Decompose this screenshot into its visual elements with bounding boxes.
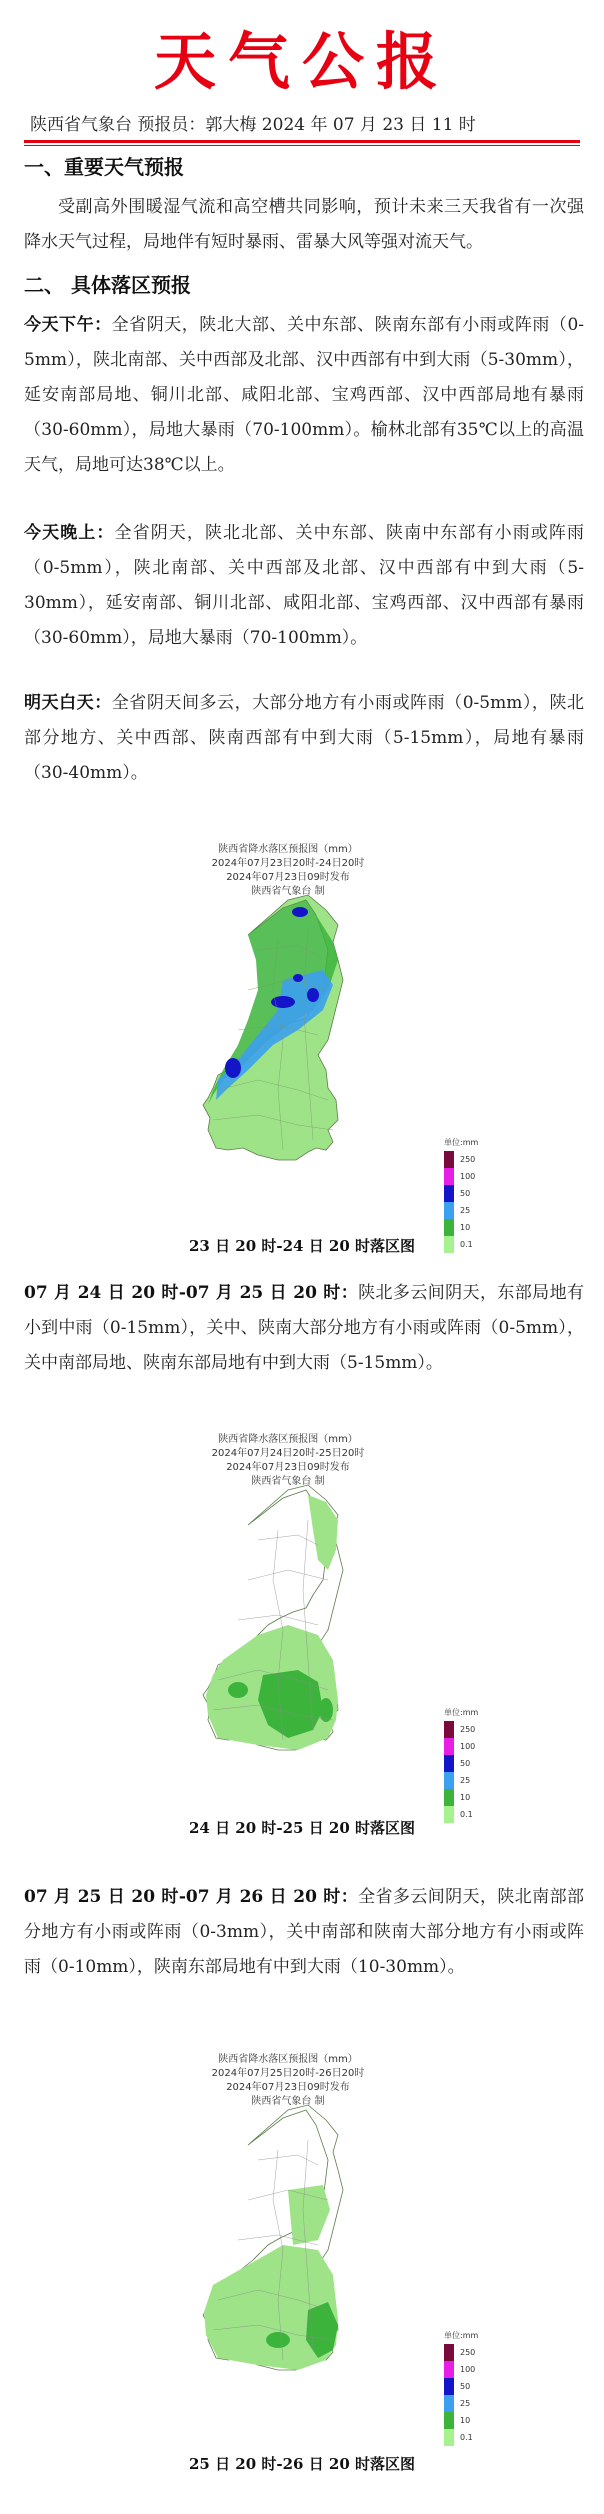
legend2-label-100: 100: [460, 1742, 476, 1751]
map3-title-2: 2024年07月25日20时-26日20时: [211, 2068, 365, 2079]
legend2-label-10: 10: [460, 1793, 471, 1802]
map1-zone-darkblue-4: [225, 1058, 241, 1078]
map1-legend-svg: [440, 1135, 500, 1285]
legend2-swatch-250: [444, 1721, 454, 1738]
legend1-label-25: 25: [460, 1206, 471, 1215]
section-1-text: 受副高外围暖湿气流和高空槽共同影响，预计未来三天我省有一次强降水天气过程，局地伴有短时暴雨、雷暴大风等强对流天气。: [24, 197, 584, 252]
legend3-swatch-25: [444, 2395, 454, 2412]
bulletin-title: 天气公报: [153, 25, 450, 98]
map1-title-1: 陕西省降水落区预报图（mm）: [218, 844, 358, 855]
tomorrow-text: 全省阴天间多云，大部分地方有小雨或阵雨（0-5mm），陕北部分地方、关中西部、陕南西部有中到大雨（5-15mm），局地有暴雨（30-40mm）。: [24, 693, 585, 783]
period3-label: 07 月 25 日 20 时-07 月 26 日 20 时：: [24, 1887, 359, 1907]
legend3-swatch-250: [444, 2344, 454, 2361]
legend3-title: 单位:mm: [444, 2331, 479, 2340]
map3-caption: 25 日 20 时-26 日 20 时落区图: [188, 2455, 416, 2473]
precip-map-1: [188, 830, 471, 1232]
legend3-swatch-100: [444, 2361, 454, 2378]
legend1-swatch-250: [444, 1151, 454, 1168]
map2-title-3: 2024年07月23日09时发布: [226, 1462, 350, 1473]
tomorrow-forecast: [24, 686, 584, 791]
precip-map-1-svg: [188, 830, 471, 1232]
legend1-swatch-25: [444, 1202, 454, 1219]
legend2-label-25: 25: [460, 1776, 471, 1785]
legend2-label-250: 250: [460, 1725, 476, 1734]
section-heading-2: 二、 具体落区预报: [24, 273, 191, 297]
legend3-label-25: 25: [460, 2399, 471, 2408]
precip-map-2-svg: [188, 1420, 471, 1820]
legend2-swatch-50: [444, 1755, 454, 1772]
afternoon-text: 全省阴天，陕北大部、关中东部、陕南东部有小雨或阵雨（0-5mm），陕北南部、关中西部及北部、汉中西部有中到大雨（5-30mm），延安南部局地、铜川北部、咸阳北部、宝鸡西部、汉中西部局地有暴雨（30-60mm），局地大暴雨（70-100mm）。榆林北部有35℃以上的高温天气，局地可达38℃以上。: [24, 315, 585, 475]
legend1-label-50: 50: [460, 1189, 471, 1198]
map3-title-4: 陕西省气象台 制: [251, 2096, 325, 2107]
title-rule-thin: [24, 145, 580, 146]
bulletin-info: 陕西省气象台 预报员：郭大梅 2024 年 07 月 23 日 11 时: [30, 115, 476, 135]
legend3-swatch-10: [444, 2412, 454, 2429]
legend1-label-100: 100: [460, 1172, 476, 1181]
map1-zone-darkblue-5: [293, 974, 303, 982]
legend3-swatch-50: [444, 2378, 454, 2395]
map3-title-1: 陕西省降水落区预报图（mm）: [218, 2054, 358, 2065]
map1-caption: 23 日 20 时-24 日 20 时落区图: [188, 1237, 416, 1255]
map3-zone-green-2: [266, 2332, 290, 2348]
legend3-label-0.1: 0.1: [460, 2433, 473, 2442]
period3-text: 全省多云间阴天，陕北南部部分地方有小雨或阵雨（0-3mm），关中南部和陕南大部分地方有小雨或阵雨（0-10mm），陕南东部局地有中到大雨（10-30mm）。: [24, 1887, 584, 1977]
legend1-label-10: 10: [460, 1223, 471, 1232]
legend1-label-250: 250: [460, 1155, 476, 1164]
period2-label: 07 月 24 日 20 时-07 月 25 日 20 时：: [24, 1283, 359, 1303]
legend2-label-50: 50: [460, 1759, 471, 1768]
map1-title-3: 2024年07月23日09时发布: [226, 872, 350, 883]
legend2-swatch-100: [444, 1738, 454, 1755]
tomorrow-label: 明天白天：: [24, 693, 112, 713]
period3-forecast: [24, 1880, 584, 1985]
map1-zone-darkblue-1: [292, 907, 308, 917]
legend2-label-0.1: 0.1: [460, 1810, 473, 1819]
map1-title-2: 2024年07月23日20时-24日20时: [211, 858, 365, 869]
map2-title-1: 陕西省降水落区预报图（mm）: [218, 1434, 358, 1445]
legend3-label-100: 100: [460, 2365, 476, 2374]
map2-caption: 24 日 20 时-25 日 20 时落区图: [188, 1819, 416, 1837]
legend3-label-50: 50: [460, 2382, 471, 2391]
map1-zone-darkblue-3: [307, 988, 319, 1002]
legend2-swatch-25: [444, 1772, 454, 1789]
map1-legend: [440, 1135, 500, 1285]
legend3-label-10: 10: [460, 2416, 471, 2425]
section-heading-1: 一、重要天气预报: [24, 155, 184, 179]
legend1-title: 单位:mm: [444, 1138, 479, 1147]
map2-title-2: 2024年07月24日20时-25日20时: [211, 1448, 365, 1459]
legend3-swatch-0.1: [444, 2429, 454, 2446]
evening-label: 今天晚上：: [24, 523, 115, 543]
title-rule: [24, 140, 580, 143]
precip-map-2: [188, 1420, 471, 1820]
map1-title-4: 陕西省气象台 制: [251, 886, 325, 897]
period2-text: 陕北多云间阴天，东部局地有小到中雨（0-15mm），关中、陕南大部分地方有小雨或阵雨（0-5mm），关中南部局地、陕南东部局地有中到大雨（5-15mm）。: [24, 1283, 584, 1373]
legend3-label-250: 250: [460, 2348, 476, 2357]
legend1-swatch-50: [444, 1185, 454, 1202]
evening-text: 全省阴天，陕北北部、关中东部、陕南中东部有小雨或阵雨（0-5mm），陕北南部、关中西部及北部、汉中西部有中到大雨（5-30mm），延安南部、铜川北部、咸阳北部、宝鸡西部、汉中西部有暴雨（30-60mm），局地大暴雨（70-100mm）。: [24, 523, 584, 648]
afternoon-label: 今天下午：: [24, 315, 112, 335]
legend1-swatch-100: [444, 1168, 454, 1185]
map3-title-3: 2024年07月23日09时发布: [226, 2082, 350, 2093]
period2-forecast: [24, 1276, 584, 1381]
evening-forecast: [24, 516, 584, 656]
legend2-swatch-10: [444, 1789, 454, 1806]
afternoon-forecast: [24, 308, 584, 483]
map2-zone-green-3: [228, 1682, 248, 1698]
legend2-title: 单位:mm: [444, 1708, 479, 1717]
map2-title-4: 陕西省气象台 制: [251, 1476, 325, 1487]
legend1-label-0.1: 0.1: [460, 1240, 473, 1249]
